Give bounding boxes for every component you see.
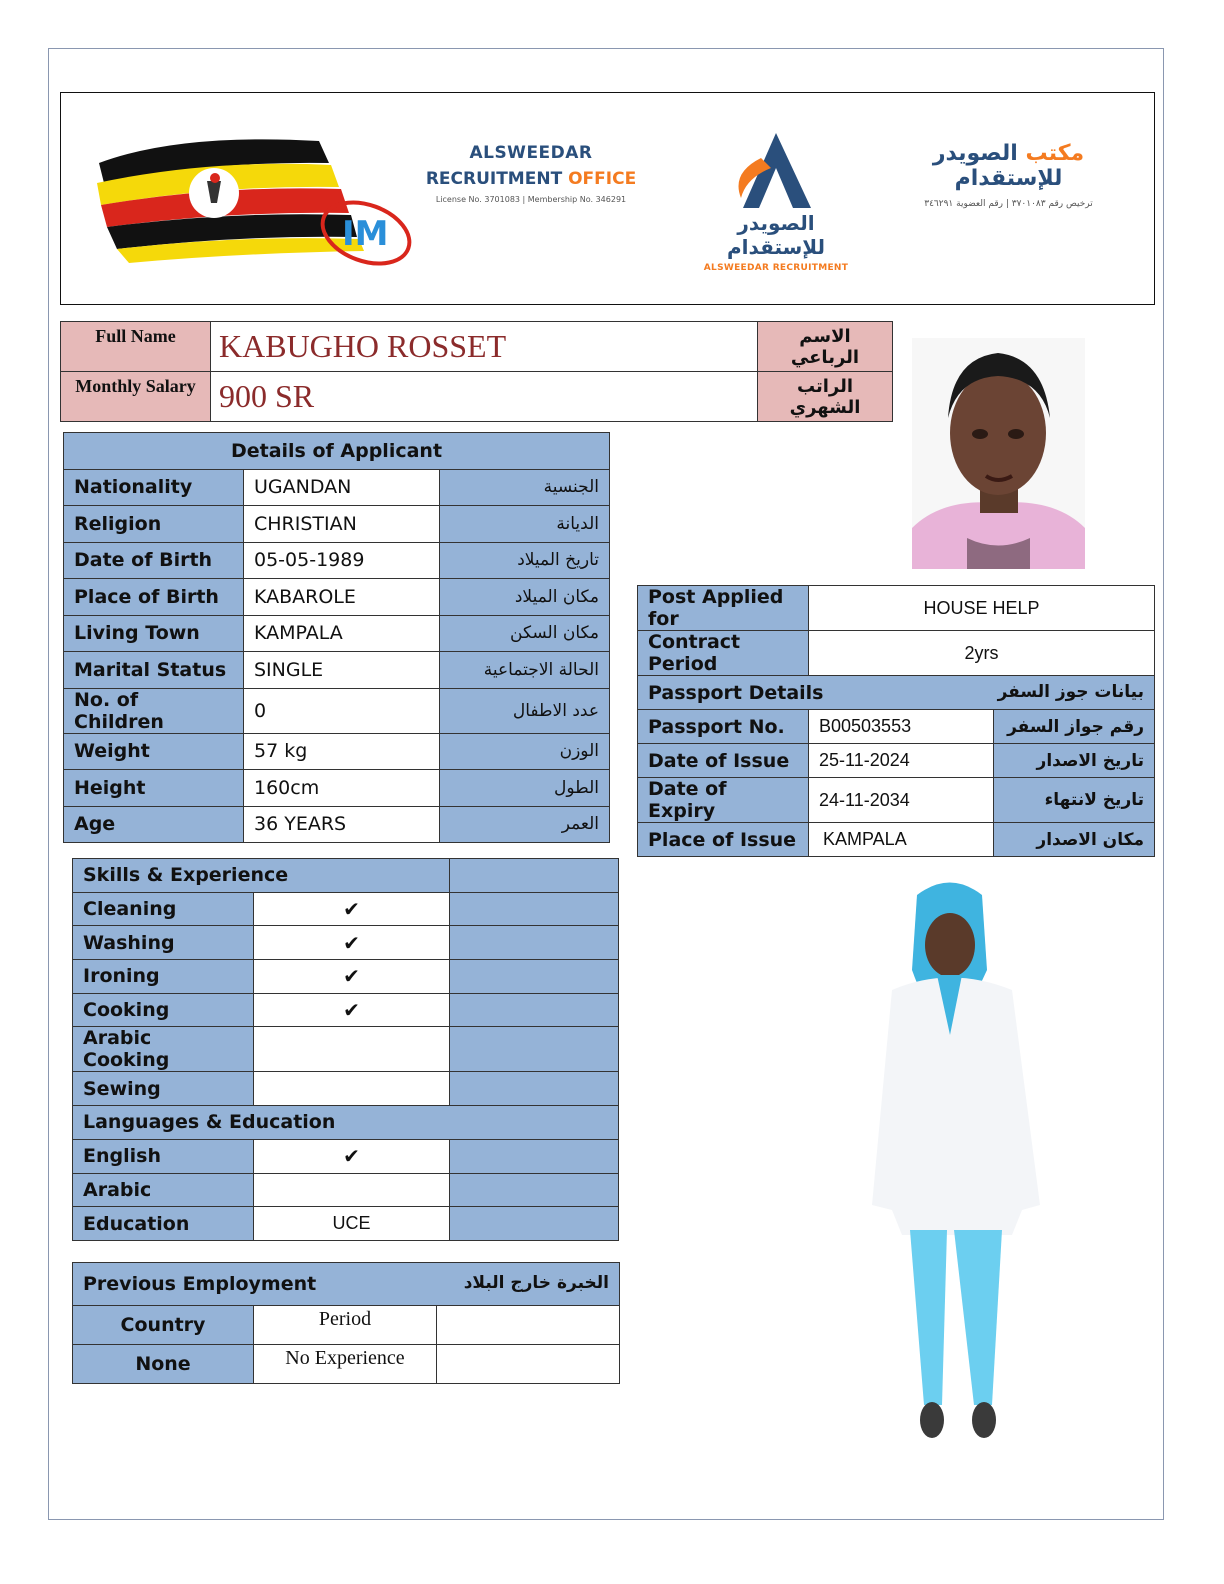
row-label: Height: [64, 770, 244, 807]
details-title: Details of Applicant: [64, 433, 610, 470]
previous-title-ar: الخبرة خارج البلاد: [463, 1273, 609, 1293]
skill-label: Arabic Cooking: [73, 1027, 254, 1072]
row-value: 24-11-2034: [809, 778, 994, 823]
previous-header-row: [73, 1263, 620, 1306]
row-label-ar: الحالة الاجتماعية: [440, 652, 610, 689]
table-row: [64, 579, 610, 616]
row-label-ar: مكان الميلاد: [440, 579, 610, 616]
language-label: English: [73, 1139, 254, 1173]
applicant-full-body-photo: [862, 875, 1052, 1450]
skill-label: Ironing: [73, 960, 254, 994]
a-letter-icon: [721, 128, 831, 213]
row-label: Living Town: [64, 615, 244, 652]
passport-title-cell: [638, 676, 1155, 710]
table-row: [64, 469, 610, 506]
table-row: [73, 1345, 620, 1384]
office-name-line1: ALSWEEDAR: [469, 143, 593, 163]
skill-check: ✔: [254, 926, 450, 960]
row-label-ar: مكان الاصدار: [994, 823, 1155, 857]
table-row: [64, 506, 610, 543]
row-label-ar: عدد الاطفال: [440, 688, 610, 733]
table-row: [64, 615, 610, 652]
row-value: SINGLE: [244, 652, 440, 689]
blank-cell: [450, 960, 619, 994]
row-label-ar: العمر: [440, 806, 610, 843]
post-label: Post Applied for: [638, 586, 809, 631]
passport-title-ar: بيانات جوز السفر: [997, 681, 1144, 702]
row-label-ar: الجنسية: [440, 469, 610, 506]
table-row: [638, 710, 1155, 744]
table-row: [73, 993, 619, 1027]
blank-cell: [437, 1345, 620, 1384]
salary-label-ar: الراتب الشهري: [758, 372, 893, 422]
period-value: No Experience: [254, 1345, 437, 1384]
row-value: 36 YEARS: [244, 806, 440, 843]
post-value: HOUSE HELP: [809, 586, 1155, 631]
previous-title: Previous Employment: [83, 1273, 317, 1295]
salary-label: Monthly Salary: [61, 372, 211, 422]
row-label: Religion: [64, 506, 244, 543]
language-check: ✔: [254, 1139, 450, 1173]
skills-table: [72, 858, 619, 1241]
skill-label: Cooking: [73, 993, 254, 1027]
table-row: [64, 733, 610, 770]
row-label-ar: الطول: [440, 770, 610, 807]
row-label-ar: مكان السكن: [440, 615, 610, 652]
applicant-portrait-photo: [912, 338, 1085, 569]
education-value: UCE: [254, 1207, 450, 1241]
skill-check: [254, 1027, 450, 1072]
row-label-ar: الديانة: [440, 506, 610, 543]
blank-cell: [450, 1139, 619, 1173]
row-label-ar: الوزن: [440, 733, 610, 770]
row-label: Marital Status: [64, 652, 244, 689]
table-row: [73, 1207, 619, 1241]
row-label: Passport No.: [638, 710, 809, 744]
skill-check: ✔: [254, 960, 450, 994]
table-row: [64, 770, 610, 807]
passport-title: Passport Details: [648, 681, 824, 704]
table-row: [64, 542, 610, 579]
blank-cell: [450, 892, 619, 926]
license-line: License No. 3701083 | Membership No. 346291: [435, 195, 627, 204]
education-label: Education: [73, 1207, 254, 1241]
blank-cell: [437, 1306, 620, 1345]
office-name-line2: RECRUITMENT OFFICE: [425, 169, 637, 189]
skill-check: [254, 1072, 450, 1106]
row-value: 25-11-2024: [809, 744, 994, 778]
row-value: UGANDAN: [244, 469, 440, 506]
skill-check: ✔: [254, 993, 450, 1027]
blank-cell: [450, 1207, 619, 1241]
previous-title-cell: [73, 1263, 620, 1306]
skill-label: Washing: [73, 926, 254, 960]
table-row: [638, 778, 1155, 823]
row-value: 57 kg: [244, 733, 440, 770]
table-row: [638, 823, 1155, 857]
row-label-ar: رقم جواز السفر: [994, 710, 1155, 744]
table-row: [73, 892, 619, 926]
row-label-ar: تاريخ لانتهاء: [994, 778, 1155, 823]
header-logos: [60, 92, 1155, 305]
im-logo: [316, 193, 416, 273]
languages-header-row: [73, 1106, 619, 1140]
passport-header-row: [638, 676, 1155, 710]
blank-cell: [450, 993, 619, 1027]
full-name-label-ar: الاسم الرباعي: [758, 322, 893, 372]
period-label: Period: [254, 1306, 437, 1345]
row-label: Date of Birth: [64, 542, 244, 579]
row-label-ar: تاريخ الميلاد: [440, 542, 610, 579]
table-row: [64, 688, 610, 733]
table-row: [64, 806, 610, 843]
row-value: KAMPALA: [809, 823, 994, 857]
previous-employment-table: [72, 1262, 620, 1384]
blank-cell: [450, 1027, 619, 1072]
row-value: CHRISTIAN: [244, 506, 440, 543]
blank-cell: [450, 1072, 619, 1106]
blank-cell: [450, 926, 619, 960]
post-row: [638, 586, 1155, 631]
skill-label: Sewing: [73, 1072, 254, 1106]
office-name-arabic: مكتب الصويدر للإستقدام: [932, 141, 1085, 191]
row-label: Date of Expiry: [638, 778, 809, 823]
identity-table: [60, 321, 893, 422]
contract-row: [638, 631, 1155, 676]
skills-title: Skills & Experience: [73, 859, 450, 893]
post-passport-table: [637, 585, 1155, 857]
contract-value: 2yrs: [809, 631, 1155, 676]
row-value: B00503553: [809, 710, 994, 744]
row-label: No. of Children: [64, 688, 244, 733]
license-line-arabic: ترخيص رقم ٣٧٠١٠٨٣ | رقم العضوية ٣٤٦٢٩١: [924, 199, 1093, 209]
row-label: Date of Issue: [638, 744, 809, 778]
row-value: KAMPALA: [244, 615, 440, 652]
salary-value: 900 SR: [211, 372, 758, 422]
blank-cell: [450, 1173, 619, 1207]
row-label: Place of Issue: [638, 823, 809, 857]
row-value: 05-05-1989: [244, 542, 440, 579]
office-logo-english: [416, 143, 646, 204]
row-value: 160cm: [244, 770, 440, 807]
language-check: [254, 1173, 450, 1207]
country-label: Country: [73, 1306, 254, 1345]
salary-row: [61, 372, 893, 422]
svg-text:IM: IM: [342, 214, 389, 254]
full-name-value: KABUGHO ROSSET: [211, 322, 758, 372]
full-name-label: Full Name: [61, 322, 211, 372]
skill-label: Cleaning: [73, 892, 254, 926]
contract-label: Contract Period: [638, 631, 809, 676]
alsweedar-a-logo: الصويدر للإستقدام ALSWEEDAR RECRUITMENT: [691, 128, 861, 288]
row-label: Age: [64, 806, 244, 843]
country-value: None: [73, 1345, 254, 1384]
row-label: Weight: [64, 733, 244, 770]
table-row: [73, 1139, 619, 1173]
table-row: [73, 1072, 619, 1106]
applicant-details-table: [63, 432, 610, 843]
languages-title: Languages & Education: [73, 1106, 619, 1140]
row-label: Place of Birth: [64, 579, 244, 616]
table-row: [73, 926, 619, 960]
table-row: [73, 960, 619, 994]
office-logo-arabic: [891, 141, 1126, 209]
table-row: [73, 1027, 619, 1072]
details-header-row: [64, 433, 610, 470]
language-label: Arabic: [73, 1173, 254, 1207]
skill-check: ✔: [254, 892, 450, 926]
full-name-row: [61, 322, 893, 372]
row-label: Nationality: [64, 469, 244, 506]
skills-header-row: [73, 859, 619, 893]
table-row: [73, 1173, 619, 1207]
row-value: 0: [244, 688, 440, 733]
table-row: [638, 744, 1155, 778]
blank-cell: [450, 859, 619, 893]
table-row: [73, 1306, 620, 1345]
table-row: [64, 652, 610, 689]
row-label-ar: تاريخ الاصدار: [994, 744, 1155, 778]
row-value: KABAROLE: [244, 579, 440, 616]
